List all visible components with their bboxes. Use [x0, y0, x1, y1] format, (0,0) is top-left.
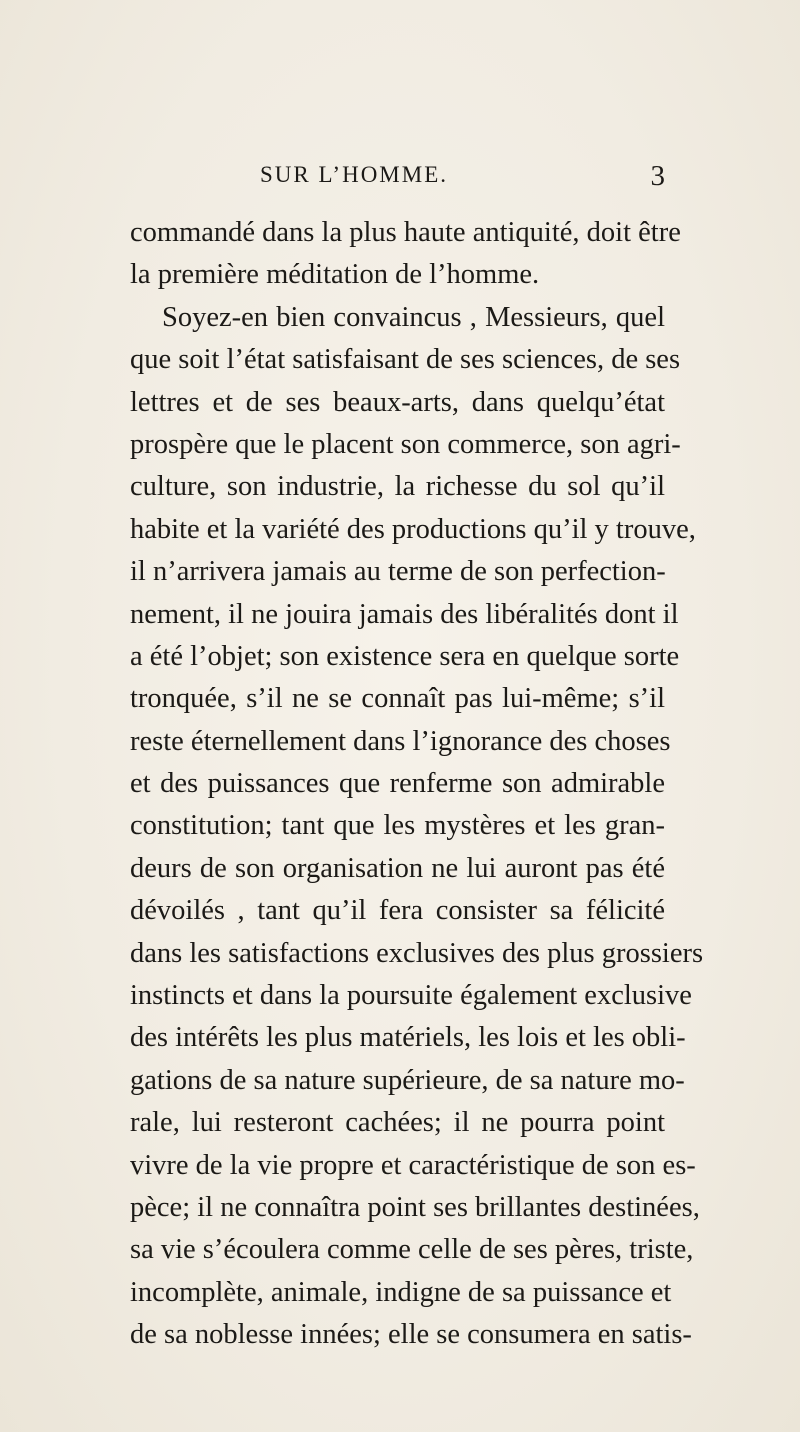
text-line: reste éternellement dans l’ignorance des choses: [130, 725, 671, 757]
text-line: prospère que le placent son commerce, son agri-: [130, 428, 681, 460]
text-line: rale, lui resteront cachées; il ne pourra point: [130, 1107, 665, 1139]
text-line: tronquée, s’il ne se connaît pas lui-même; s’il: [130, 683, 665, 715]
text-line: a été l’objet; son existence sera en quelque sorte: [130, 640, 680, 672]
text-line: nement, il ne jouira jamais des libéralités dont il: [130, 598, 679, 630]
text-line: que soit l’état satisfaisant de ses sciences, de ses: [130, 344, 681, 376]
running-head: SUR L’HOMME.: [260, 162, 449, 187]
text-line: dans les satisfactions exclusives des plus grossiers: [130, 937, 704, 969]
text-line: pèce; il ne connaîtra point ses brillantes destinées,: [130, 1191, 700, 1223]
text-line: il n’arrivera jamais au terme de son perfection-: [130, 556, 666, 588]
text-line: lettres et de ses beaux-arts, dans quelqu’état: [130, 386, 665, 418]
text-line: de sa noblesse innées; elle se consumera en satis-: [130, 1319, 692, 1351]
text-line: dévoilés , tant qu’il fera consister sa félicité: [130, 895, 665, 927]
text-line: vivre de la vie propre et caractéristique de son es-: [130, 1149, 696, 1181]
page-number: 3: [650, 160, 665, 192]
text-line: gations de sa nature supérieure, de sa nature mo-: [130, 1064, 685, 1096]
text-line: des intérêts les plus matériels, les lois et les obli-: [130, 1022, 686, 1054]
text-line: incomplète, animale, indigne de sa puissance et: [130, 1276, 672, 1308]
text-line: la première méditation de l’homme.: [130, 259, 540, 291]
text-line: commandé dans la plus haute antiquité, doit être: [130, 217, 681, 248]
text-line: instincts et dans la poursuite également exclusive: [130, 980, 692, 1012]
body-text: [130, 212, 704, 1357]
text-line: sa vie s’écoulera comme celle de ses pères, triste,: [130, 1234, 694, 1266]
text-line: constitution; tant que les mystères et les gran-: [130, 810, 665, 842]
text-line: habite et la variété des productions qu’il y trouve,: [130, 513, 696, 545]
page-header: [130, 162, 665, 202]
text-line: deurs de son organisation ne lui auront pas été: [130, 852, 665, 884]
text-line: Soyez-en bien convaincus , Messieurs, quel: [162, 301, 665, 333]
text-line: culture, son industrie, la richesse du sol qu’il: [130, 471, 665, 503]
text-line: et des puissances que renferme son admirable: [130, 768, 665, 800]
